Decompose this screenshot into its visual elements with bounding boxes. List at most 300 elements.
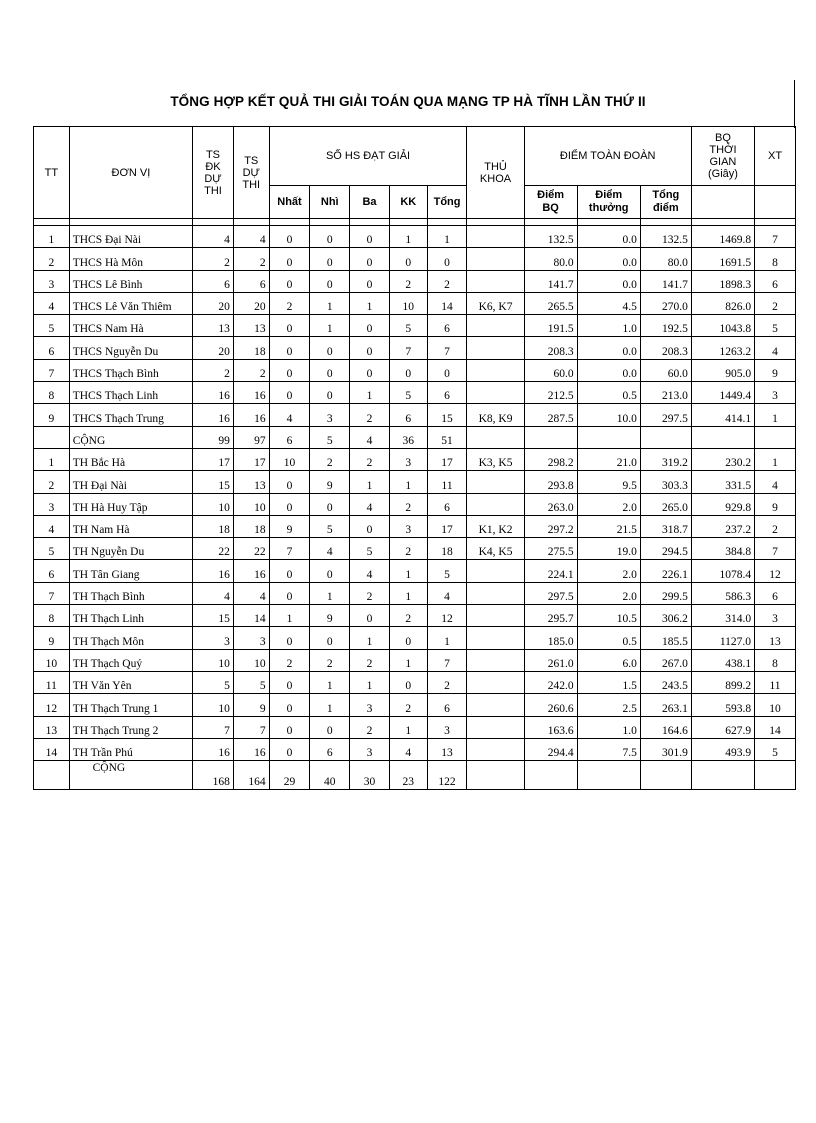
cell-nhi: 4 xyxy=(310,538,350,560)
cell-tong-diem: 319.2 xyxy=(640,448,691,470)
cell-bq-thoi-gian: 1078.4 xyxy=(691,560,754,582)
cell-tong-diem: 60.0 xyxy=(640,359,691,381)
cell-ts-dk: 4 xyxy=(193,582,234,604)
cell-tong: 17 xyxy=(427,448,467,470)
cell-nhi: 2 xyxy=(310,649,350,671)
cell-ts-dk: 10 xyxy=(193,694,234,716)
total-ba: 4 xyxy=(350,426,390,448)
cell-nhat: 0 xyxy=(269,560,310,582)
cell-don-vi: TH Thạch Trung 1 xyxy=(69,694,192,716)
th-total-row xyxy=(34,761,796,790)
header-ba: Ba xyxy=(350,186,390,219)
gap-cell xyxy=(193,219,234,226)
gap-cell xyxy=(389,219,427,226)
cell-nhi: 0 xyxy=(310,248,350,270)
cell-ts-dk: 20 xyxy=(193,337,234,359)
cell-kk: 10 xyxy=(389,292,427,314)
gap-cell xyxy=(69,219,192,226)
cell-ba: 1 xyxy=(350,671,390,693)
cell-kk: 7 xyxy=(389,337,427,359)
cell-don-vi: THCS Thạch Bình xyxy=(69,359,192,381)
cell-ba: 2 xyxy=(350,716,390,738)
cell-tong: 7 xyxy=(427,649,467,671)
cell-don-vi: TH Hà Huy Tập xyxy=(69,493,192,515)
cell-nhat: 0 xyxy=(269,738,310,760)
cell-kk: 2 xyxy=(389,694,427,716)
th-row xyxy=(34,471,796,493)
cell-kk: 0 xyxy=(389,359,427,381)
cell-don-vi: TH Văn Yên xyxy=(69,671,192,693)
header-don-vi: ĐƠN VỊ xyxy=(69,127,192,219)
cell-thu-khoa xyxy=(467,627,524,649)
cell-ts-dk: 3 xyxy=(193,627,234,649)
cell-empty xyxy=(691,761,754,790)
total-kk: 23 xyxy=(389,761,427,790)
cell-tt: 4 xyxy=(34,292,70,314)
cell-kk: 0 xyxy=(389,248,427,270)
header-thu-khoa: THỦ KHOA xyxy=(467,127,524,219)
cell-xt: 6 xyxy=(755,270,796,292)
cell-bq-thoi-gian: 1127.0 xyxy=(691,627,754,649)
cell-ba: 1 xyxy=(350,627,390,649)
cell-tt: 12 xyxy=(34,694,70,716)
cell-tong-diem: 294.5 xyxy=(640,538,691,560)
cell-tt: 6 xyxy=(34,560,70,582)
cell-tt: 5 xyxy=(34,315,70,337)
cell-ts-dk: 16 xyxy=(193,404,234,426)
cell-diem-thuong: 0.0 xyxy=(577,359,640,381)
cell-nhi: 1 xyxy=(310,671,350,693)
cell-diem-thuong: 0.0 xyxy=(577,248,640,270)
cell-bq-thoi-gian: 899.2 xyxy=(691,671,754,693)
cell-ts-dk: 10 xyxy=(193,649,234,671)
cell-tong: 1 xyxy=(427,627,467,649)
cell-ts-dk: 18 xyxy=(193,515,234,537)
cell-nhi: 0 xyxy=(310,627,350,649)
cell-ts-dk: 16 xyxy=(193,738,234,760)
cell-kk: 1 xyxy=(389,471,427,493)
header-blank xyxy=(755,186,796,219)
thcs-row xyxy=(34,337,796,359)
cell-ts-du: 16 xyxy=(233,382,269,404)
th-row xyxy=(34,627,796,649)
cell-thu-khoa: K6, K7 xyxy=(467,292,524,314)
cell-nhat: 0 xyxy=(269,337,310,359)
cell-ba: 2 xyxy=(350,649,390,671)
cell-nhi: 1 xyxy=(310,292,350,314)
cell-nhat: 7 xyxy=(269,538,310,560)
cell-ts-du: 16 xyxy=(233,738,269,760)
cell-tong-diem: 208.3 xyxy=(640,337,691,359)
page-title: TỔNG HỢP KẾT QUẢ THI GIẢI TOÁN QUA MẠNG TP HÀ TĨNH LẦN THỨ II xyxy=(170,94,646,109)
cell-xt: 8 xyxy=(755,248,796,270)
cell-tt: 6 xyxy=(34,337,70,359)
cell-tong-diem: 303.3 xyxy=(640,471,691,493)
cell-ba: 2 xyxy=(350,582,390,604)
cell-diem-thuong: 0.5 xyxy=(577,627,640,649)
cell-bq-thoi-gian: 331.5 xyxy=(691,471,754,493)
cell-ba: 2 xyxy=(350,448,390,470)
cell-ba: 4 xyxy=(350,560,390,582)
cell-don-vi: TH Trần Phú xyxy=(69,738,192,760)
cell-tong-diem: 164.6 xyxy=(640,716,691,738)
cell-bq-thoi-gian: 230.2 xyxy=(691,448,754,470)
thcs-row xyxy=(34,359,796,381)
cell-thu-khoa xyxy=(467,493,524,515)
cell-tong: 15 xyxy=(427,404,467,426)
cell-diem-bq: 260.6 xyxy=(524,694,577,716)
cell-ts-dk: 4 xyxy=(193,226,234,248)
cell-kk: 2 xyxy=(389,538,427,560)
cell-don-vi: THCS Đại Nài xyxy=(69,226,192,248)
cell-empty xyxy=(467,761,524,790)
gap-cell xyxy=(467,219,524,226)
cell-thu-khoa xyxy=(467,315,524,337)
results-table xyxy=(33,126,796,790)
cell-ts-du: 13 xyxy=(233,471,269,493)
cell-diem-thuong: 1.0 xyxy=(577,716,640,738)
cell-nhat: 9 xyxy=(269,515,310,537)
cell-ts-du: 16 xyxy=(233,404,269,426)
cell-tong-diem: 80.0 xyxy=(640,248,691,270)
cell-thu-khoa xyxy=(467,248,524,270)
cell-ba: 0 xyxy=(350,270,390,292)
cell-diem-bq: 287.5 xyxy=(524,404,577,426)
cell-xt: 4 xyxy=(755,471,796,493)
cell-tong-diem: 297.5 xyxy=(640,404,691,426)
cell-tong: 2 xyxy=(427,270,467,292)
cell-kk: 1 xyxy=(389,560,427,582)
cell-diem-thuong: 0.5 xyxy=(577,382,640,404)
cell-bq-thoi-gian: 593.8 xyxy=(691,694,754,716)
cell-bq-thoi-gian: 414.1 xyxy=(691,404,754,426)
cell-ts-du: 18 xyxy=(233,337,269,359)
cell-ba: 3 xyxy=(350,694,390,716)
cell-xt: 11 xyxy=(755,671,796,693)
cell-tt xyxy=(34,426,70,448)
header-ts-dk: TS ĐK DỰ THI xyxy=(193,127,234,219)
cell-ts-dk: 16 xyxy=(193,382,234,404)
cell-thu-khoa xyxy=(467,649,524,671)
cell-bq-thoi-gian: 905.0 xyxy=(691,359,754,381)
cell-ts-du: 3 xyxy=(233,627,269,649)
header-diem-thuong: Điểm thưởng xyxy=(577,186,640,219)
cell-tong-diem: 265.0 xyxy=(640,493,691,515)
cell-ts-dk: 15 xyxy=(193,605,234,627)
cell-tt: 2 xyxy=(34,471,70,493)
cell-nhat: 2 xyxy=(269,649,310,671)
cell-ba: 0 xyxy=(350,315,390,337)
cell-ts-dk: 10 xyxy=(193,493,234,515)
cell-ts-dk: 5 xyxy=(193,671,234,693)
cell-diem-thuong: 4.5 xyxy=(577,292,640,314)
cell-tong: 14 xyxy=(427,292,467,314)
cell-diem-thuong: 2.0 xyxy=(577,582,640,604)
cell-tong: 5 xyxy=(427,560,467,582)
cell-nhi: 0 xyxy=(310,270,350,292)
cell-ts-du: 13 xyxy=(233,315,269,337)
cell-ba: 1 xyxy=(350,292,390,314)
gap-cell xyxy=(427,219,467,226)
cell-nhat: 0 xyxy=(269,694,310,716)
cell-nhi: 3 xyxy=(310,404,350,426)
header-blank xyxy=(691,186,754,219)
cell-don-vi: TH Thạch Bình xyxy=(69,582,192,604)
cell-thu-khoa xyxy=(467,560,524,582)
cell-thu-khoa: K8, K9 xyxy=(467,404,524,426)
cell-nhat: 0 xyxy=(269,248,310,270)
cell-diem-bq: 294.4 xyxy=(524,738,577,760)
cell-empty xyxy=(691,426,754,448)
cell-tong: 18 xyxy=(427,538,467,560)
cell-thu-khoa: K3, K5 xyxy=(467,448,524,470)
cell-diem-thuong: 10.5 xyxy=(577,605,640,627)
cell-xt: 9 xyxy=(755,359,796,381)
th-row xyxy=(34,649,796,671)
cell-tong: 0 xyxy=(427,248,467,270)
cell-xt: 13 xyxy=(755,627,796,649)
cell-bq-thoi-gian: 627.9 xyxy=(691,716,754,738)
cell-ts-dk: 15 xyxy=(193,471,234,493)
cell-tt: 9 xyxy=(34,627,70,649)
cell-kk: 1 xyxy=(389,226,427,248)
cell-diem-bq: 297.5 xyxy=(524,582,577,604)
cell-xt: 7 xyxy=(755,538,796,560)
cell-diem-bq: 185.0 xyxy=(524,627,577,649)
cell-tt: 13 xyxy=(34,716,70,738)
cell-ts-du: 17 xyxy=(233,448,269,470)
cell-xt: 4 xyxy=(755,337,796,359)
th-row xyxy=(34,694,796,716)
cell-ba: 4 xyxy=(350,493,390,515)
cell-nhat: 0 xyxy=(269,493,310,515)
cell-tong: 6 xyxy=(427,493,467,515)
cell-tong-diem: 132.5 xyxy=(640,226,691,248)
cell-xt: 2 xyxy=(755,292,796,314)
cell-diem-thuong: 0.0 xyxy=(577,226,640,248)
thcs-row xyxy=(34,248,796,270)
cell-tt: 10 xyxy=(34,649,70,671)
cell-thu-khoa: K4, K5 xyxy=(467,538,524,560)
cell-tong: 4 xyxy=(427,582,467,604)
cell-diem-bq: 163.6 xyxy=(524,716,577,738)
cell-nhi: 6 xyxy=(310,738,350,760)
cell-kk: 2 xyxy=(389,270,427,292)
cell-tt: 7 xyxy=(34,582,70,604)
cell-diem-thuong: 10.0 xyxy=(577,404,640,426)
header-tt: TT xyxy=(34,127,70,219)
cell-xt: 7 xyxy=(755,226,796,248)
cell-thu-khoa xyxy=(467,605,524,627)
cell-bq-thoi-gian: 929.8 xyxy=(691,493,754,515)
thcs-row xyxy=(34,270,796,292)
cell-diem-thuong: 21.0 xyxy=(577,448,640,470)
cell-nhat: 4 xyxy=(269,404,310,426)
cell-tong-diem: 267.0 xyxy=(640,649,691,671)
cell-empty xyxy=(467,426,524,448)
cell-tt: 1 xyxy=(34,448,70,470)
cell-xt: 8 xyxy=(755,649,796,671)
cell-ts-dk: 17 xyxy=(193,448,234,470)
cell-nhi: 0 xyxy=(310,359,350,381)
total-tong: 51 xyxy=(427,426,467,448)
gap-cell xyxy=(310,219,350,226)
th-row xyxy=(34,738,796,760)
cell-don-vi: TH Thạch Quý xyxy=(69,649,192,671)
cell-nhi: 1 xyxy=(310,582,350,604)
total-nhat: 29 xyxy=(269,761,310,790)
cell-diem-thuong: 0.0 xyxy=(577,270,640,292)
cell-diem-thuong: 1.5 xyxy=(577,671,640,693)
cell-ba: 0 xyxy=(350,337,390,359)
cell-ba: 2 xyxy=(350,404,390,426)
th-row xyxy=(34,538,796,560)
cell-diem-bq: 224.1 xyxy=(524,560,577,582)
cell-ts-dk: 6 xyxy=(193,270,234,292)
cell-don-vi: TH Thạch Linh xyxy=(69,605,192,627)
cell-thu-khoa xyxy=(467,582,524,604)
cell-diem-thuong: 6.0 xyxy=(577,649,640,671)
cell-xt: 1 xyxy=(755,448,796,470)
cell-ba: 0 xyxy=(350,605,390,627)
cell-kk: 0 xyxy=(389,671,427,693)
cell-diem-bq: 263.0 xyxy=(524,493,577,515)
cell-ts-dk: 13 xyxy=(193,315,234,337)
cell-ba: 5 xyxy=(350,538,390,560)
cell-tong: 6 xyxy=(427,694,467,716)
cell-ts-du: 10 xyxy=(233,493,269,515)
cell-don-vi: TH Nam Hà xyxy=(69,515,192,537)
cell-diem-thuong: 7.5 xyxy=(577,738,640,760)
cell-kk: 3 xyxy=(389,448,427,470)
cell-ts-du: 4 xyxy=(233,226,269,248)
cell-diem-bq: 297.2 xyxy=(524,515,577,537)
total-ts-dk: 168 xyxy=(193,761,234,790)
header-bq-thoi-gian: BQ THỜI GIAN (Giây) xyxy=(691,127,754,186)
cell-nhat: 10 xyxy=(269,448,310,470)
cell-tt: 7 xyxy=(34,359,70,381)
cell-ts-du: 9 xyxy=(233,694,269,716)
cell-nhat: 0 xyxy=(269,359,310,381)
total-label: CỘNG xyxy=(69,761,192,790)
cell-tong: 1 xyxy=(427,226,467,248)
cell-xt: 5 xyxy=(755,738,796,760)
cell-xt: 1 xyxy=(755,404,796,426)
cell-kk: 2 xyxy=(389,493,427,515)
thcs-row xyxy=(34,404,796,426)
cell-xt: 9 xyxy=(755,493,796,515)
cell-nhi: 9 xyxy=(310,471,350,493)
cell-kk: 1 xyxy=(389,649,427,671)
cell-ts-du: 6 xyxy=(233,270,269,292)
cell-thu-khoa xyxy=(467,694,524,716)
cell-tong: 13 xyxy=(427,738,467,760)
thcs-total-section xyxy=(34,426,796,448)
cell-tt: 3 xyxy=(34,493,70,515)
cell-don-vi: THCS Thạch Trung xyxy=(69,404,192,426)
cell-tt: 4 xyxy=(34,515,70,537)
cell-diem-bq: 261.0 xyxy=(524,649,577,671)
gap-cell xyxy=(269,219,310,226)
cell-diem-thuong: 2.5 xyxy=(577,694,640,716)
cell-diem-thuong: 1.0 xyxy=(577,315,640,337)
header-ts-du: TS DỰ THI xyxy=(233,127,269,219)
cell-empty xyxy=(640,426,691,448)
cell-tt: 8 xyxy=(34,605,70,627)
gap-cell xyxy=(524,219,577,226)
cell-nhat: 0 xyxy=(269,671,310,693)
cell-ba: 0 xyxy=(350,359,390,381)
gap-cell xyxy=(577,219,640,226)
cell-don-vi: TH Tân Giang xyxy=(69,560,192,582)
cell-diem-bq: 132.5 xyxy=(524,226,577,248)
cell-kk: 3 xyxy=(389,515,427,537)
cell-diem-bq: 295.7 xyxy=(524,605,577,627)
cell-bq-thoi-gian: 826.0 xyxy=(691,292,754,314)
cell-tt: 9 xyxy=(34,404,70,426)
total-kk: 36 xyxy=(389,426,427,448)
th-row xyxy=(34,716,796,738)
cell-diem-bq: 212.5 xyxy=(524,382,577,404)
gap-cell xyxy=(34,219,70,226)
cell-bq-thoi-gian: 1469.8 xyxy=(691,226,754,248)
cell-don-vi: TH Đại Nài xyxy=(69,471,192,493)
header-so-hs: SỐ HS ĐẠT GIẢI xyxy=(269,127,467,186)
cell-kk: 1 xyxy=(389,582,427,604)
cell-diem-bq: 275.5 xyxy=(524,538,577,560)
cell-tong-diem: 141.7 xyxy=(640,270,691,292)
cell-ts-dk: 2 xyxy=(193,248,234,270)
cell-tt: 8 xyxy=(34,382,70,404)
cell-tong: 7 xyxy=(427,337,467,359)
cell-diem-bq: 191.5 xyxy=(524,315,577,337)
cell-don-vi: THCS Lê Văn Thiêm xyxy=(69,292,192,314)
cell-xt: 2 xyxy=(755,515,796,537)
cell-tt: 1 xyxy=(34,226,70,248)
cell-diem-bq: 141.7 xyxy=(524,270,577,292)
cell-nhi: 9 xyxy=(310,605,350,627)
total-nhi: 40 xyxy=(310,761,350,790)
cell-nhi: 0 xyxy=(310,226,350,248)
cell-diem-bq: 242.0 xyxy=(524,671,577,693)
gap-cell xyxy=(755,219,796,226)
total-ts-dk: 99 xyxy=(193,426,234,448)
th-row xyxy=(34,605,796,627)
cell-don-vi: THCS Nguyễn Du xyxy=(69,337,192,359)
cell-diem-thuong: 21.5 xyxy=(577,515,640,537)
thcs-total-row xyxy=(34,426,796,448)
header-tong-diem: Tổng điểm xyxy=(640,186,691,219)
cell-don-vi: TH Nguyễn Du xyxy=(69,538,192,560)
cell-bq-thoi-gian: 384.8 xyxy=(691,538,754,560)
cell-tong-diem: 299.5 xyxy=(640,582,691,604)
cell-kk: 0 xyxy=(389,627,427,649)
header-nhi: Nhì xyxy=(310,186,350,219)
cell-ts-du: 16 xyxy=(233,560,269,582)
cell-ba: 0 xyxy=(350,226,390,248)
cell-tong: 2 xyxy=(427,671,467,693)
cell-ts-dk: 7 xyxy=(193,716,234,738)
cell-kk: 1 xyxy=(389,716,427,738)
cell-tong-diem: 226.1 xyxy=(640,560,691,582)
cell-thu-khoa xyxy=(467,226,524,248)
cell-empty xyxy=(755,761,796,790)
gap-cell xyxy=(691,219,754,226)
cell-ts-dk: 20 xyxy=(193,292,234,314)
cell-xt: 6 xyxy=(755,582,796,604)
cell-bq-thoi-gian: 586.3 xyxy=(691,582,754,604)
cell-tt: 3 xyxy=(34,270,70,292)
